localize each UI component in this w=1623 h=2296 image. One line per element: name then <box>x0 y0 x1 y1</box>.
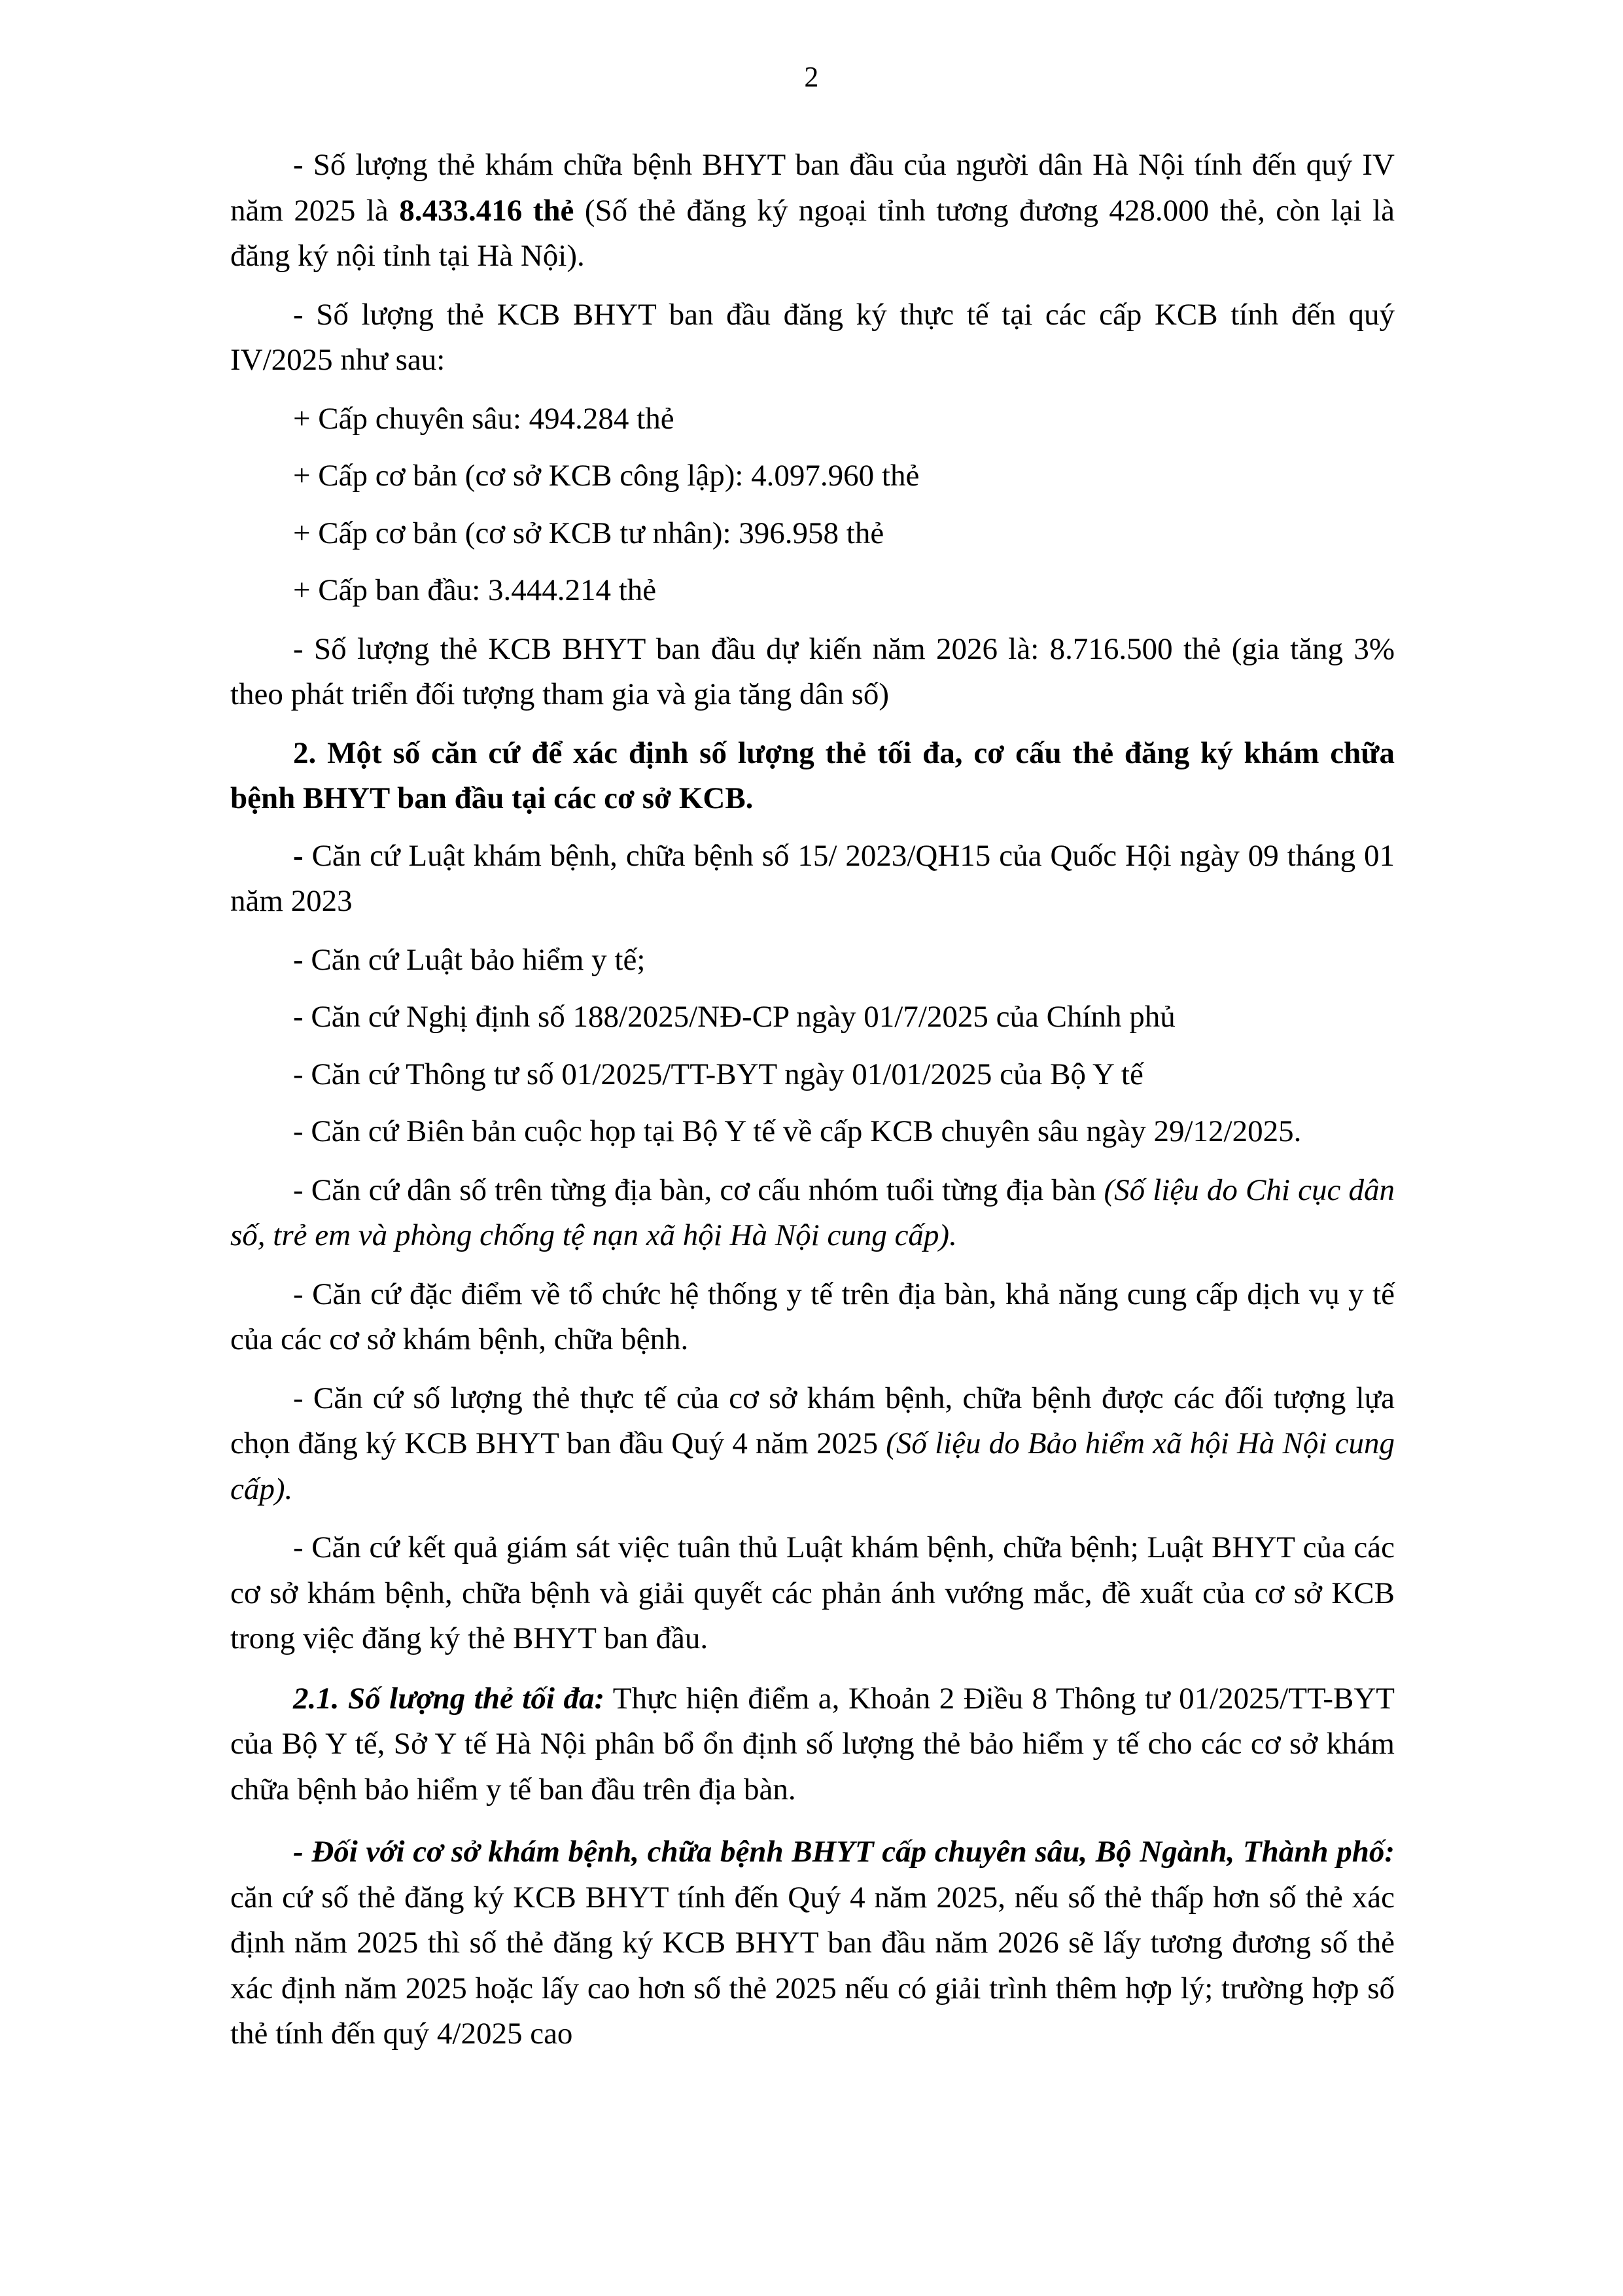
paragraph <box>230 1109 1395 1155</box>
paragraph <box>230 143 1395 279</box>
paragraph <box>230 568 1395 614</box>
paragraph <box>230 627 1395 718</box>
text-run: - Căn cứ Biên bản cuộc họp tại Bộ Y tế về cấp KCB chuyên sâu ngày 29/12/2025. <box>293 1114 1302 1148</box>
paragraph <box>230 731 1395 822</box>
text-run: - Căn cứ kết quả giám sát việc tuân thủ Luật khám bệnh, chữa bệnh; Luật BHYT của các cơ sở khám bệnh, chữa bệnh và giải quyết các phản ánh vướng mắc, đề xuất của cơ sở KCB trong việc đăng ký thẻ BHYT ban đầu. <box>230 1530 1395 1655</box>
text-run: - Căn cứ đặc điểm về tổ chức hệ thống y tế trên địa bàn, khả năng cung cấp dịch vụ y tế của các cơ sở khám bệnh, chữa bệnh. <box>230 1277 1395 1356</box>
paragraph <box>230 1052 1395 1098</box>
text-run: - Căn cứ Thông tư số 01/2025/TT-BYT ngày 01/01/2025 của Bộ Y tế <box>293 1057 1143 1091</box>
paragraph <box>230 453 1395 499</box>
text-run: (Số liệu do Bảo hiểm xã hội Hà Nội cung cấp). <box>230 1426 1395 1506</box>
paragraph <box>230 834 1395 925</box>
text-run: 8.433.416 thẻ <box>399 193 574 228</box>
text-run: + Cấp cơ bản (cơ sở KCB công lập): 4.097.960 thẻ <box>293 459 920 493</box>
text-run: + Cấp cơ bản (cơ sở KCB tư nhân): 396.958 thẻ <box>293 516 884 550</box>
text-run: - Số lượng thẻ KCB BHYT ban đầu đăng ký thực tế tại các cấp KCB tính đến quý IV/2025 như sau: <box>230 297 1395 377</box>
text-run: - Đối với cơ sở khám bệnh, chữa bệnh BHYT cấp chuyên sâu, Bộ Ngành, Thành phố: <box>293 1835 1395 1869</box>
paragraph <box>230 1168 1395 1259</box>
paragraph <box>230 397 1395 442</box>
text-run: - Căn cứ Luật bảo hiểm y tế; <box>293 942 646 977</box>
text-run: - Số lượng thẻ KCB BHYT ban đầu dự kiến năm 2026 là: 8.716.500 thẻ (gia tăng 3% theo phát triển đối tượng tham gia và gia tăng dân số) <box>230 631 1395 711</box>
text-run: - Căn cứ số lượng thẻ thực tế của cơ sở khám bệnh, chữa bệnh được các đối tượng lựa chọn đăng ký KCB BHYT ban đầu Quý 4 năm 2025 <box>230 1381 1395 1460</box>
text-run: - Căn cứ dân số trên từng địa bàn, cơ cấu nhóm tuổi từng địa bàn <box>293 1173 1104 1207</box>
paragraph <box>230 938 1395 983</box>
text-run: (Số liệu do Chi cục dân số, trẻ em và phòng chống tệ nạn xã hội Hà Nội cung cấp). <box>230 1173 1395 1252</box>
paragraph <box>230 1829 1395 2057</box>
paragraph <box>230 292 1395 383</box>
text-run: - Số lượng thẻ khám chữa bệnh BHYT ban đầu của người dân Hà Nội tính đến quý IV năm 2025 là <box>230 148 1395 228</box>
text-run: (Số thẻ đăng ký ngoại tỉnh tương đương 428.000 thẻ, còn lại là đăng ký nội tỉnh tại Hà Nội). <box>230 193 1395 273</box>
paragraph <box>230 1525 1395 1662</box>
paragraph <box>230 1376 1395 1513</box>
page-number: 2 <box>804 61 819 93</box>
paragraph <box>230 995 1395 1040</box>
paragraph <box>230 1272 1395 1363</box>
text-run: + Cấp chuyên sâu: 494.284 thẻ <box>293 401 674 436</box>
document-body <box>230 143 1395 2057</box>
text-run: 2.1. Số lượng thẻ tối đa: <box>293 1681 605 1716</box>
text-run: Căn cứ Luật khám bệnh, chữa bệnh số 15/ 2023/QH15 của Quốc Hội ngày 09 tháng 01 năm 2023 <box>230 838 1395 918</box>
text-run: + Cấp ban đầu: 3.444.214 thẻ <box>293 573 657 607</box>
text-run: - Căn cứ Nghị định số 188/2025/NĐ-CP ngày 01/7/2025 của Chính phủ <box>293 1000 1176 1034</box>
paragraph <box>230 1676 1395 1813</box>
text-run: Thực hiện điểm a, Khoản 2 Điều 8 Thông tư 01/2025/TT-BYT của Bộ Y tế, Sở Y tế Hà Nội phân bổ ổn định số lượng thẻ bảo hiểm y tế cho các cơ sở khám chữa bệnh bảo hiểm y tế ban đầu trên địa bàn. <box>230 1681 1395 1807</box>
text-run: - <box>293 838 312 873</box>
text-run: căn cứ số thẻ đăng ký KCB BHYT tính đến Quý 4 năm 2025, nếu số thẻ thấp hơn số thẻ xác định năm 2025 thì số thẻ đăng ký KCB BHYT ban đầu năm 2026 sẽ lấy tương đương số thẻ xác định năm 2025 hoặc lấy cao hơn số thẻ 2025 nếu có giải trình thêm hợp lý; trường hợp số thẻ tính đến quý 4/2025 cao <box>230 1880 1395 2051</box>
text-run: 2. Một số căn cứ để xác định số lượng thẻ tối đa, cơ cấu thẻ đăng ký khám chữa bệnh BHYT ban đầu tại các cơ sở KCB. <box>230 735 1395 815</box>
paragraph <box>230 511 1395 557</box>
